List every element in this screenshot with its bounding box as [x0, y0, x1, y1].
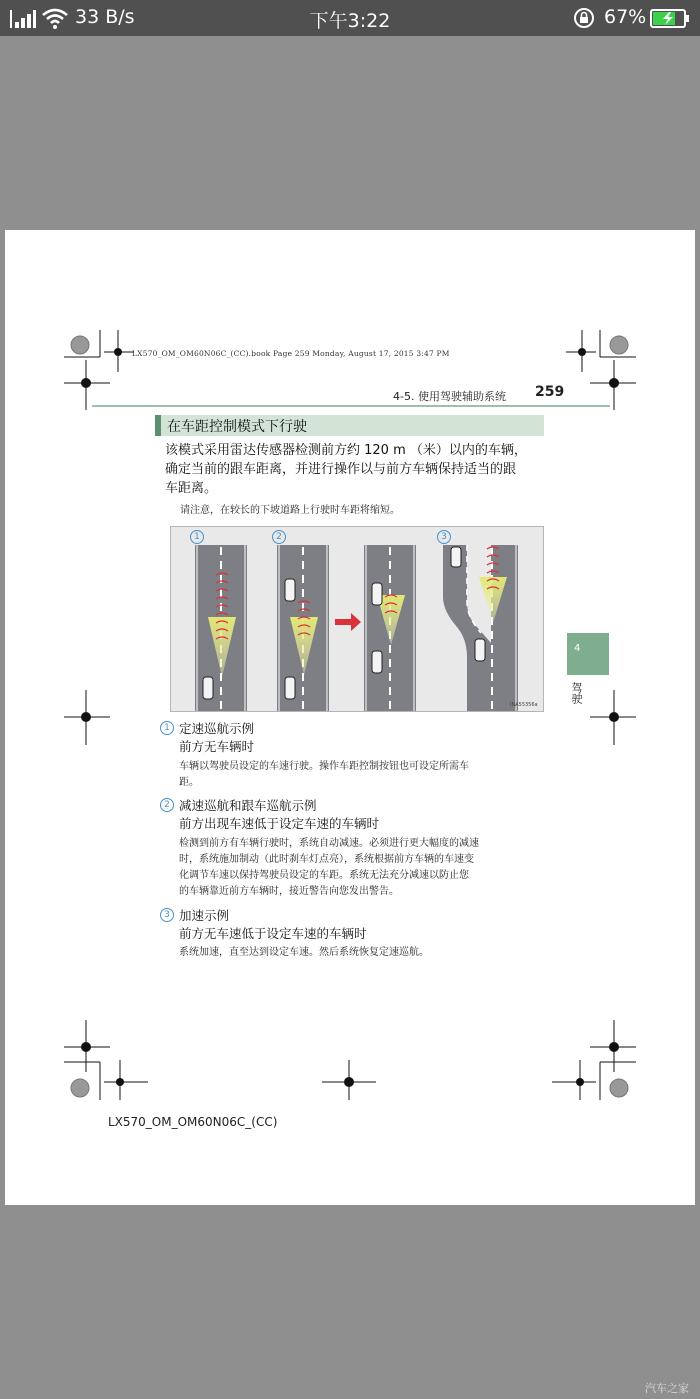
- running-head: 4-5. 使用驾驶辅助系统: [393, 390, 506, 403]
- lead-car-3: [372, 583, 382, 605]
- intro-line-1: 该模式采用雷达传感器检测前方约 120 m （米）以内的车辆，: [165, 443, 527, 458]
- item-2-subheading: 前方出现车速低于设定车速的车辆时: [179, 816, 380, 831]
- item-2-number: 2: [160, 798, 174, 812]
- chapter-side-label: 驾驶: [570, 682, 583, 704]
- item-3-number: 3: [160, 908, 174, 922]
- merging-car-4: [451, 547, 461, 567]
- site-watermark: 汽车之家: [645, 1382, 689, 1395]
- item-2-line-3: 化调节车速以保持驾驶员设定的车距。系统无法充分减速以防止您: [179, 870, 469, 881]
- transition-arrow-icon: [335, 613, 361, 631]
- item-2-line-4: 的车辆靠近前方车辆时，接近警告向您发出警告。: [179, 886, 399, 897]
- battery-charging-icon: [650, 9, 690, 28]
- header-rule: [92, 405, 610, 407]
- road-diagram: [171, 527, 543, 711]
- item-2-line-1: 检测到前方有车辆行驶时，系统自动减速。必须进行更大幅度的减速: [179, 838, 479, 849]
- figure-code: INA55356a: [510, 702, 538, 708]
- figure-label-3: 3: [437, 530, 451, 544]
- own-car-3: [372, 651, 382, 673]
- item-3-subheading: 前方无车速低于设定车速的车辆时: [179, 926, 367, 941]
- item-3-line-1: 系统加速，直至达到设定车速。然后系统恢复定速巡航。: [179, 947, 429, 958]
- footer-code: LX570_OM_OM60N06C_(CC): [108, 1115, 278, 1129]
- battery-percent: 67%: [604, 6, 647, 28]
- chapter-tab-number: 4: [574, 643, 581, 654]
- caution-note: 请注意，在较长的下坡道路上行驶时车距将缩短。: [180, 505, 400, 516]
- item-1-number: 1: [160, 721, 174, 735]
- figure-label-1: 1: [190, 530, 204, 544]
- clock: 下午3:22: [309, 10, 391, 32]
- section-title: [155, 415, 544, 436]
- status-bar: [0, 0, 700, 36]
- item-3-heading: 加速示例: [179, 908, 230, 923]
- own-car-4: [475, 639, 485, 661]
- intro-line-3: 车距离。: [165, 481, 218, 496]
- road-4-merge: [443, 545, 518, 711]
- section-title-text: 在车距控制模式下行驶: [167, 419, 307, 435]
- own-car-2: [285, 677, 295, 699]
- figure-label-2: 2: [272, 530, 286, 544]
- item-1-subheading: 前方无车辆时: [179, 739, 255, 754]
- chapter-tab: [567, 633, 609, 675]
- own-car-1: [203, 677, 213, 699]
- network-speed: 33 B/s: [75, 6, 135, 28]
- book-print-line: LX570_OM_OM60N06C_(CC).book Page 259 Monday, August 17, 2015 3:47 PM: [132, 349, 450, 358]
- page-number: 259: [535, 384, 565, 400]
- item-1-heading: 定速巡航示例: [179, 721, 255, 736]
- section-title-bar: [155, 415, 161, 436]
- item-2-line-2: 时，系统施加制动（此时刹车灯点亮），系统根据前方车辆的车速变: [179, 854, 474, 865]
- item-1-line-1: 车辆以驾驶员设定的车速行驶。操作车距控制按钮也可设定所需车: [179, 761, 469, 772]
- item-1-line-2: 距。: [179, 777, 199, 788]
- intro-line-2: 确定当前的跟车距离，并进行操作以与前方车辆保持适当的跟: [165, 462, 517, 477]
- rotation-lock-icon: [573, 7, 595, 29]
- document-page: [5, 230, 695, 1205]
- lead-car-2: [285, 579, 295, 601]
- acc-illustration: [170, 526, 544, 712]
- item-2-heading: 减速巡航和跟车巡航示例: [179, 798, 317, 813]
